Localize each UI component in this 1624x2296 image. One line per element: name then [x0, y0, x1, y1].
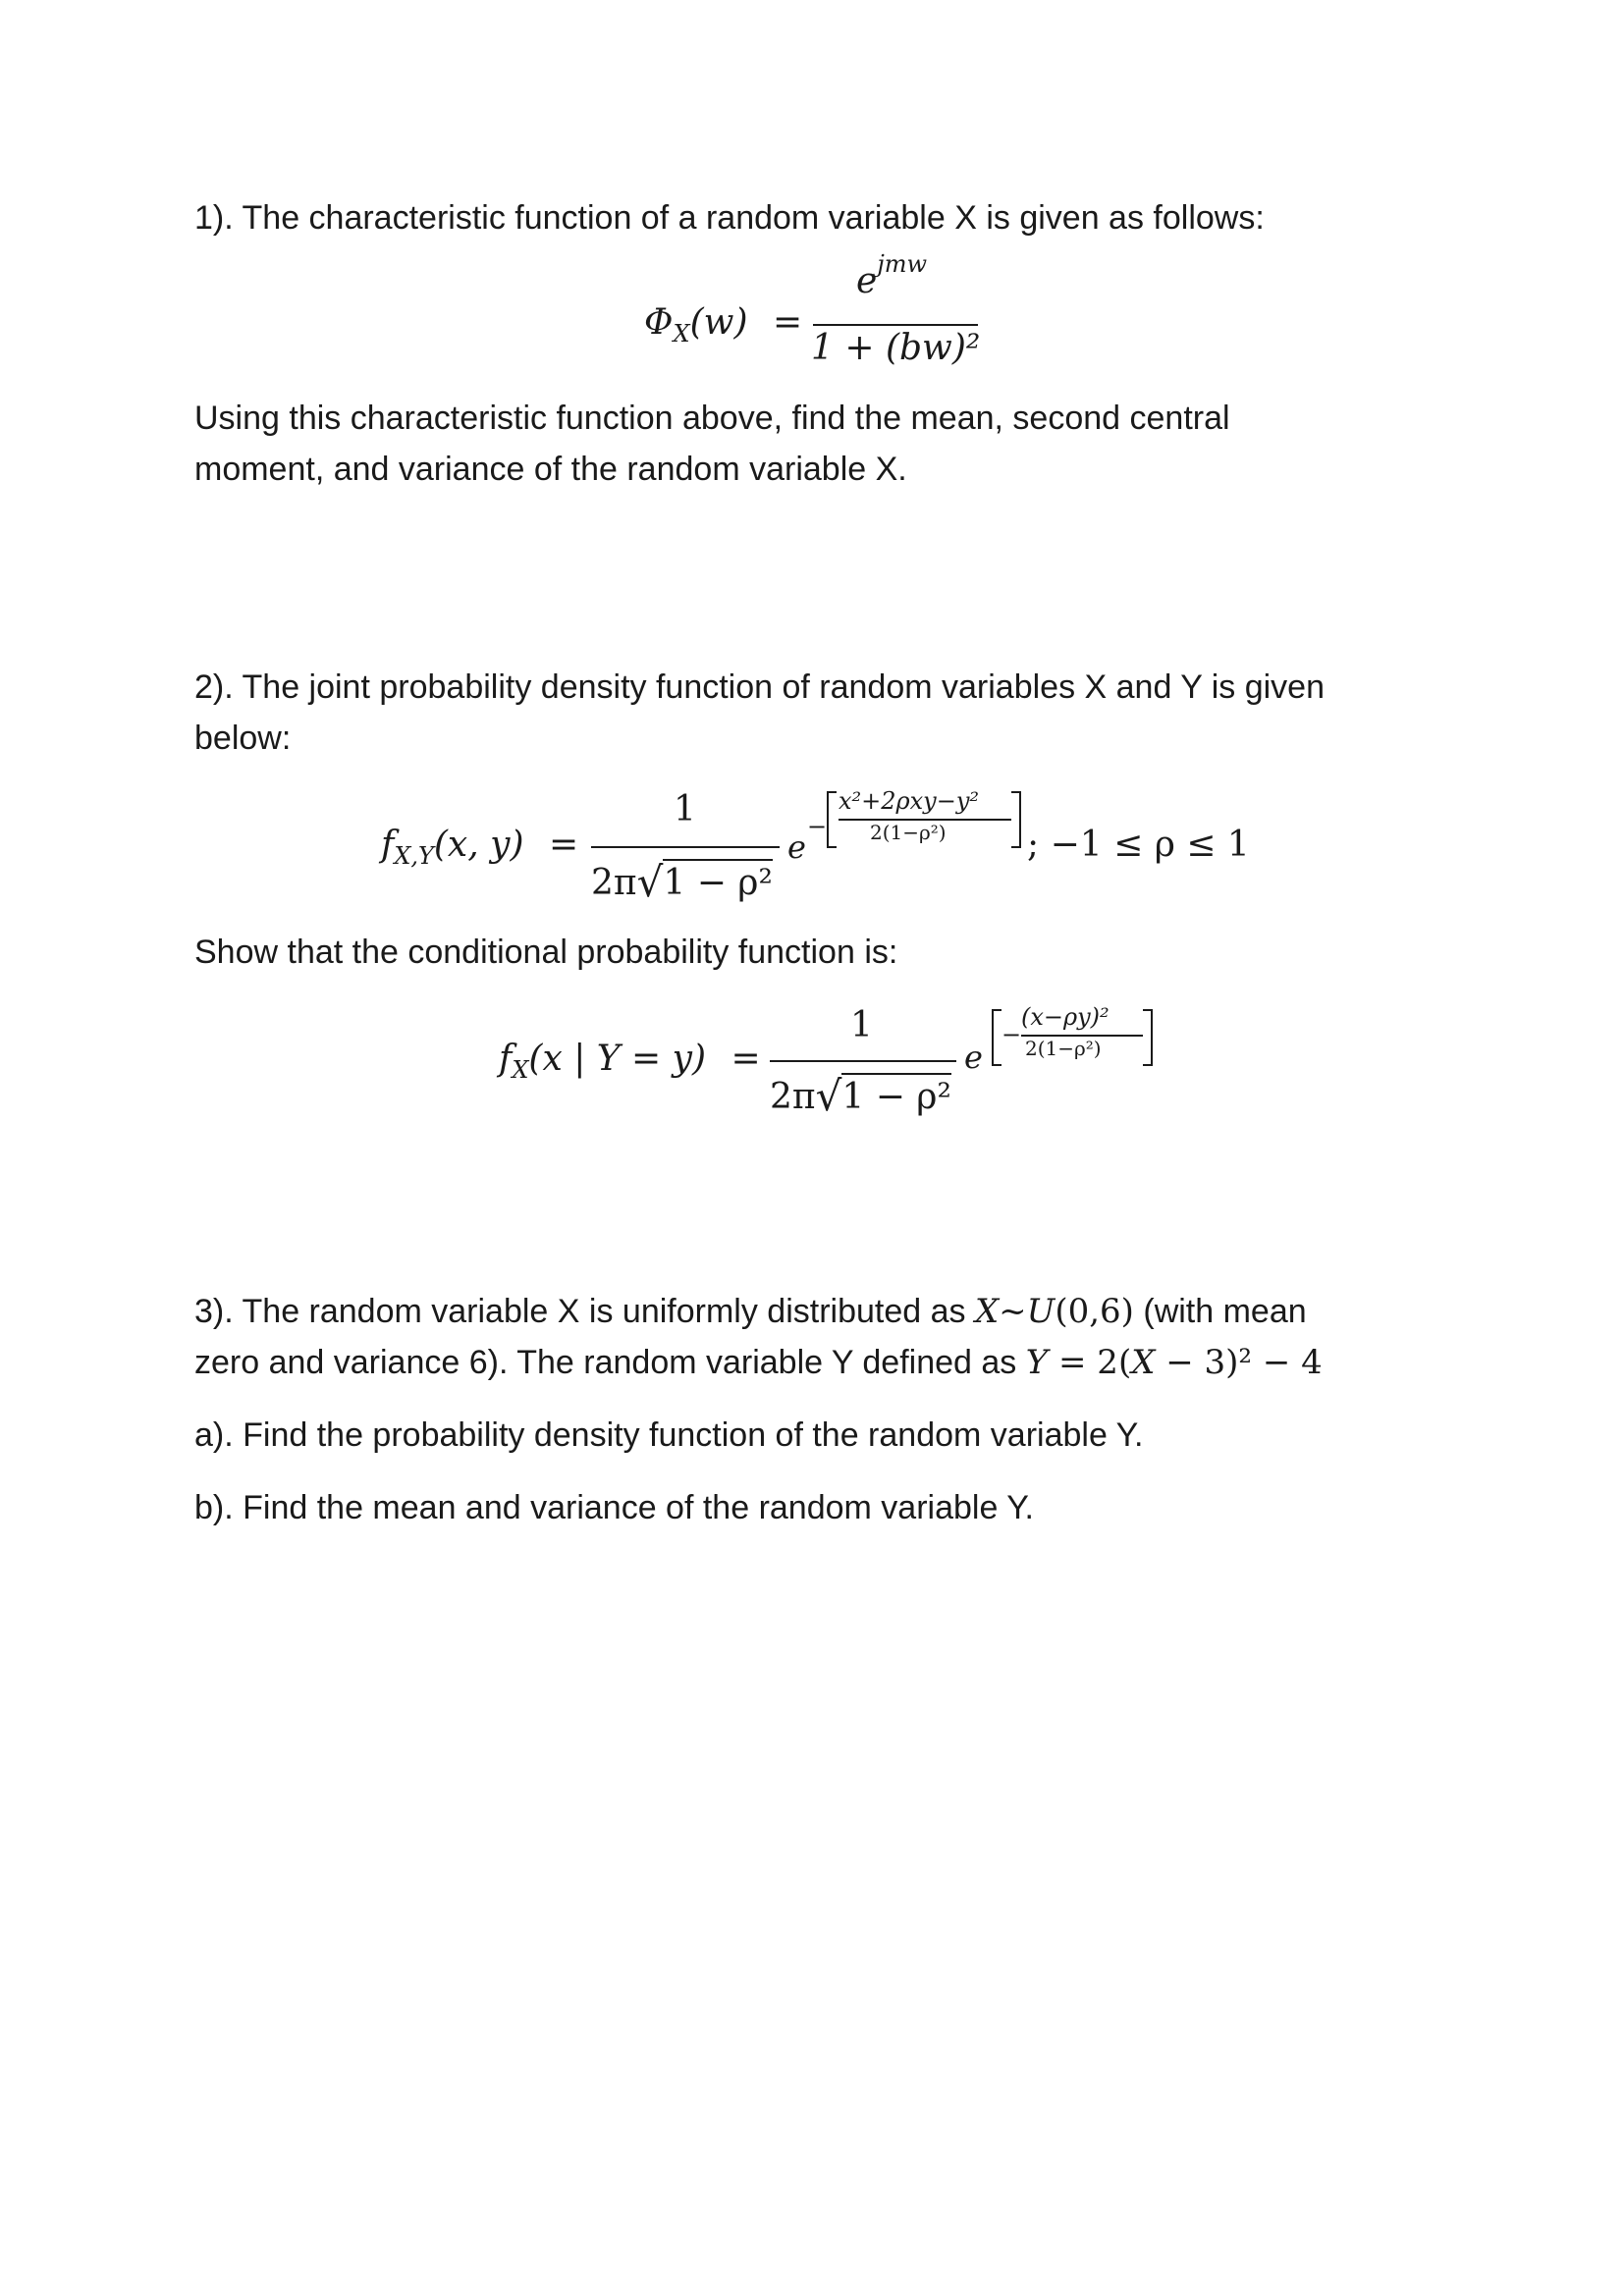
- q2-eq1-numerator: 1: [674, 789, 696, 829]
- phi-symbol: Φ: [644, 302, 674, 343]
- right-bracket: [1011, 791, 1021, 848]
- left-bracket: [992, 1009, 1001, 1066]
- two-pi: 2π: [770, 1077, 816, 1117]
- q1-eq-numerator: [856, 250, 928, 301]
- f-subscript: X: [512, 1056, 529, 1085]
- q2-eq1-fraction-bar: [591, 846, 780, 848]
- q3-part-b: b). Find the mean and variance of the random variable Y.: [194, 1489, 1034, 1526]
- q1-statement: 1). The characteristic function of a random variable X is given as follows:: [194, 199, 1265, 237]
- f-argument: (x, y): [433, 825, 524, 865]
- q3-distribution: X~U: [974, 1292, 1056, 1331]
- exponent-denominator: 2(1−ρ²): [1025, 1037, 1102, 1060]
- q3-eq-part: = 2(: [1048, 1343, 1132, 1382]
- exponent-denominator: 2(1−ρ²): [870, 821, 947, 844]
- q3-statement-line2: [194, 1337, 1323, 1388]
- exponent-minus: −: [807, 813, 828, 840]
- q3-line1-text: 3). The random variable X is uniformly distributed as: [194, 1293, 975, 1330]
- f-symbol: f: [381, 825, 395, 865]
- phi-argument: (w): [689, 302, 748, 343]
- q1-eq-denominator: 1 + (bw)²: [811, 328, 981, 368]
- left-bracket: [827, 791, 837, 848]
- e-base: e: [856, 261, 878, 301]
- exponent-minus: −: [1001, 1021, 1022, 1048]
- q2-eq2-numerator: 1: [850, 1005, 873, 1045]
- radical-sign: √: [636, 858, 664, 906]
- q1-eq-lhs: [644, 302, 803, 348]
- f-symbol: f: [499, 1039, 513, 1079]
- q3-part-a: a). Find the probability density function of the random variable Y.: [194, 1416, 1144, 1454]
- q3-statement-line1: [194, 1286, 1307, 1337]
- q3-line1-tail: (with mean: [1133, 1293, 1307, 1330]
- q2-statement-line1: 2). The joint probability density function of random variables X and Y is given: [194, 668, 1326, 706]
- radical-sign: √: [815, 1072, 842, 1120]
- right-bracket: [1143, 1009, 1153, 1066]
- equals-sign: =: [731, 1039, 761, 1079]
- q3-eq-tail: − 3)² − 4: [1155, 1343, 1323, 1382]
- equals-sign: =: [772, 302, 803, 343]
- q2-eq1-e: e: [787, 828, 806, 866]
- q1-fraction-bar: [813, 324, 978, 326]
- q3-y-var: Y: [1025, 1343, 1049, 1382]
- q2-eq1-denominator: [591, 856, 773, 904]
- exponent-numerator: (x−ρy)²: [1021, 1003, 1110, 1031]
- q3-line2-text: zero and variance 6). The random variable Y defined as: [194, 1344, 1026, 1381]
- q2-eq2-fraction-bar: [770, 1060, 956, 1062]
- f-subscript: X,Y: [394, 842, 434, 871]
- q3-distribution-params: (0,6): [1055, 1292, 1134, 1331]
- q3-x-var: X: [1131, 1343, 1156, 1382]
- q2-statement-line2: below:: [194, 720, 292, 757]
- equals-sign: =: [548, 825, 579, 865]
- q2-eq1-lhs: [381, 825, 579, 871]
- q2-show-statement: Show that the conditional probability function is:: [194, 934, 898, 971]
- two-pi: 2π: [591, 863, 637, 903]
- f-argument: (x | Y = y): [528, 1039, 706, 1079]
- radicand: 1 − ρ²: [841, 1073, 951, 1117]
- q2-eq2-denominator: [770, 1070, 951, 1118]
- q2-eq1-condition: ; −1 ≤ ρ ≤ 1: [1027, 825, 1250, 865]
- q2-eq2-e: e: [964, 1039, 983, 1076]
- exponent-numerator: x²+2ρxy−y²: [839, 787, 980, 815]
- q2-eq2-lhs: [499, 1039, 761, 1085]
- radicand: 1 − ρ²: [663, 859, 773, 903]
- q1-instruction-line1: Using this characteristic function above, find the mean, second central: [194, 400, 1230, 437]
- e-exponent: jmw: [877, 250, 928, 278]
- phi-subscript: X: [673, 320, 690, 348]
- q1-instruction-line2: moment, and variance of the random variable X.: [194, 451, 907, 488]
